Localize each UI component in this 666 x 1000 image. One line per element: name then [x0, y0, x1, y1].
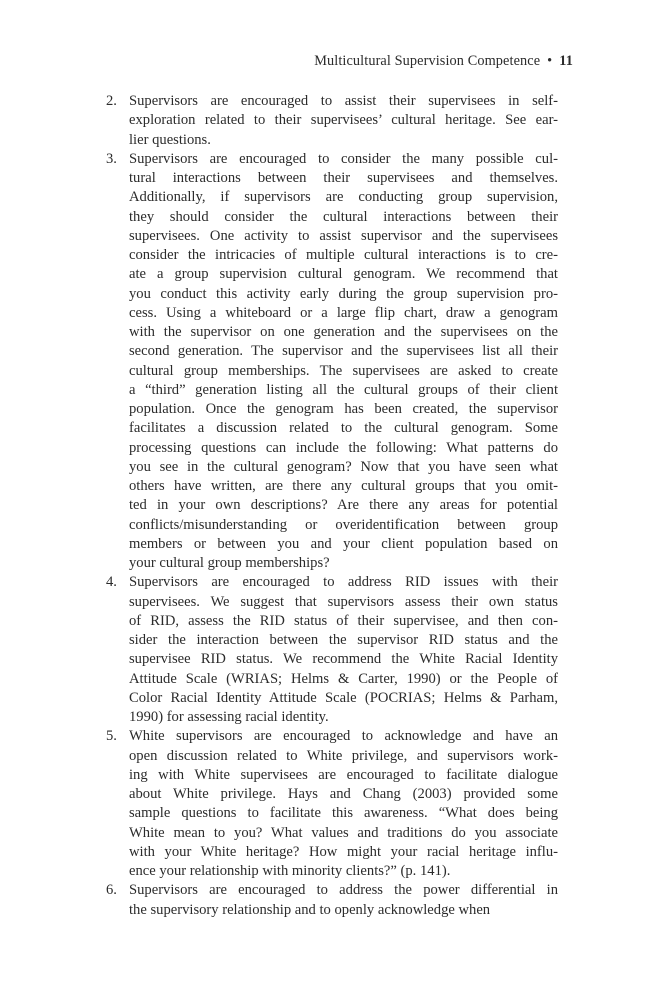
text-line: lier questions.: [129, 131, 211, 148]
text-line: with your White heritage? How might your racial heritage influ-: [129, 843, 558, 860]
list-item-number: 4.: [106, 574, 117, 591]
list-item: [106, 92, 558, 150]
text-line: with the supervisor on one generation and the supervisees on the: [129, 324, 558, 340]
text-line: Color Racial Identity Attitude Scale (POCRIAS; Helms & Parham,: [129, 689, 558, 706]
text-line: facilitates a discussion related to the cultural genogram. Some: [129, 420, 558, 437]
running-title: Multicultural Supervision Competence: [314, 53, 541, 69]
list-item-text: [129, 727, 558, 881]
list-item: [106, 150, 558, 574]
list-item: [106, 573, 558, 727]
list-item-text: [129, 573, 558, 727]
text-line: ence your relationship with minority clients?” (p. 141).: [129, 863, 451, 879]
text-line: ate a group supervision cultural genogram. We recommend that: [129, 266, 558, 283]
text-line: others have written, are there any cultural groups that you omit-: [129, 478, 558, 494]
text-line: ing with White supervisees are encouraged to facilitate dialogue: [129, 766, 558, 783]
text-line: exploration related to their supervisees’ cultural heritage. See ear-: [129, 112, 558, 129]
text-line: Supervisors are encouraged to address RID issues with their: [129, 574, 558, 591]
list-item-number: 6.: [106, 882, 117, 899]
text-line: open discussion related to White privilege, and supervisors work-: [129, 747, 558, 764]
text-line: Additionally, if supervisors are conducting group supervision,: [129, 189, 558, 206]
text-line: supervisees. One activity to assist supervisor and the supervisees: [129, 227, 558, 244]
text-line: of RID, assess the RID status of their supervisee, and then con-: [129, 612, 558, 629]
text-line: sider the interaction between the supervisor RID status and the: [129, 632, 558, 648]
text-line: cess. Using a whiteboard or a large flip chart, draw a genogram: [129, 304, 558, 321]
text-line: the supervisory relationship and to openly acknowledge when: [129, 901, 491, 918]
text-line: population. Once the genogram has been created, the supervisor: [129, 401, 558, 417]
text-line: White mean to you? What values and traditions do you associate: [129, 824, 558, 841]
list-item: [106, 727, 558, 881]
text-line: processing questions can include the following: What patterns do: [129, 439, 558, 456]
list-item-text: [129, 881, 558, 920]
text-line: sample questions to facilitate this awareness. “What does being: [129, 805, 558, 822]
list-item: [106, 881, 558, 920]
list-item-number: 5.: [106, 728, 117, 745]
text-line: Attitude Scale (WRIAS; Helms & Carter, 1990) or the People of: [129, 670, 558, 687]
page-number: 11: [559, 53, 573, 69]
header-separator: •: [547, 53, 553, 69]
text-line: your cultural group memberships?: [129, 555, 330, 571]
text-line: consider the intricacies of multiple cultural interactions is to cre-: [129, 247, 558, 263]
list-item-text: [129, 92, 558, 150]
text-line: you see in the cultural genogram? Now that you have seen what: [129, 458, 558, 475]
text-line: you conduct this activity early during the group supervision pro-: [129, 285, 558, 302]
text-line: 1990) for assessing racial identity.: [129, 709, 329, 725]
text-line: tural interactions between their supervisees and themselves.: [129, 170, 558, 186]
text-line: White supervisors are encouraged to acknowledge and have an: [129, 728, 558, 745]
text-line: supervisee RID status. We recommend the White Racial Identity: [129, 651, 558, 668]
text-line: Supervisors are encouraged to address the power differential in: [129, 882, 558, 899]
text-line: Supervisors are encouraged to assist their supervisees in self-: [129, 93, 558, 109]
numbered-list: [106, 92, 558, 920]
text-line: they should consider the cultural interactions between their: [129, 208, 558, 225]
list-item-number: 2.: [106, 93, 117, 109]
text-line: a “third” generation listing all the cultural groups of their client: [129, 381, 558, 398]
text-line: conflicts/misunderstanding or overidentification between group: [129, 516, 558, 533]
list-item-number: 3.: [106, 150, 117, 167]
list-item-text: [129, 150, 558, 574]
text-line: Supervisors are encouraged to consider the many possible cul-: [129, 150, 558, 167]
text-line: about White privilege. Hays and Chang (2003) provided some: [129, 786, 558, 802]
text-line: second generation. The supervisor and the supervisees list all their: [129, 343, 558, 360]
text-line: supervisees. We suggest that supervisors assess their own status: [129, 593, 558, 610]
running-header: [0, 53, 573, 70]
text-line: cultural group memberships. The supervisees are asked to create: [129, 362, 558, 379]
text-line: members or between you and your client population based on: [129, 535, 558, 552]
text-line: ted in your own descriptions? Are there any areas for potential: [129, 497, 558, 514]
